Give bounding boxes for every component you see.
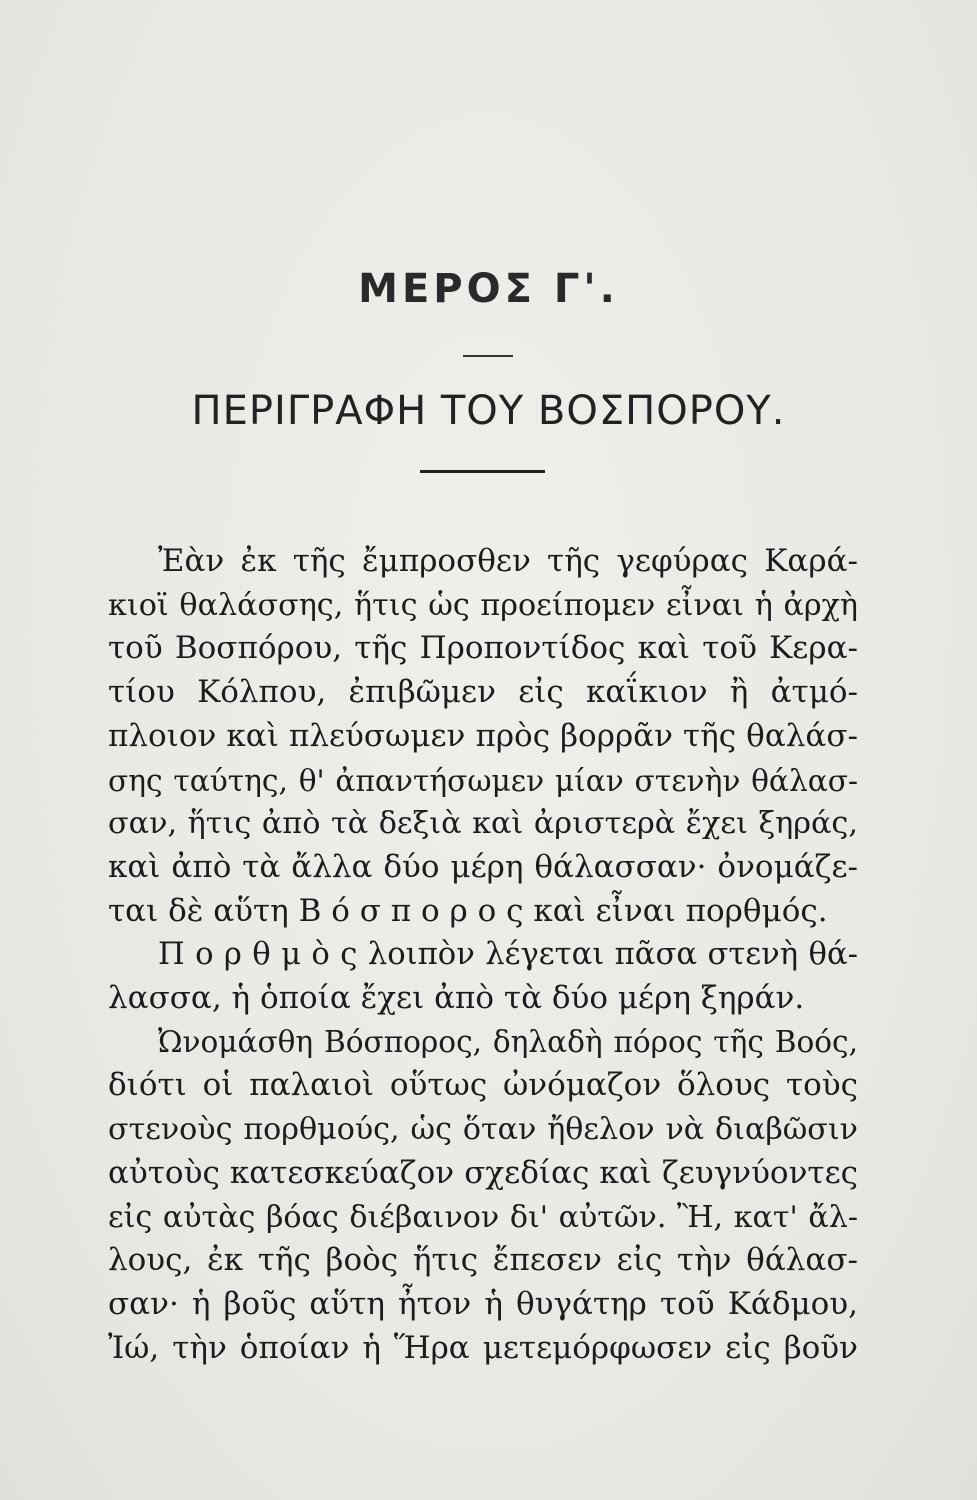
- text-line: τοῦ Βοσπόρου, τῆς Προποντίδος καὶ τοῦ Κερα-: [108, 630, 858, 667]
- text-line: λασσα, ἡ ὁποία ἔχει ἀπὸ τὰ δύο μέρη ξηράν.: [108, 980, 805, 1017]
- text-line: Ἐὰν ἐκ τῆς ἔμπροσθεν τῆς γεφύρας Καρά-: [158, 543, 858, 579]
- text-line: Ὠνομάσθη Βόσπορος, δηλαδὴ πόρος τῆς Βοός,: [158, 1024, 858, 1059]
- short-divider-rule: [463, 355, 513, 357]
- long-divider-rule: [420, 470, 545, 473]
- text-line: πλοιον καὶ πλεύσωμεν πρὸς βορρᾶν τῆς θαλάσ-: [108, 717, 858, 754]
- text-line: Π ο ρ θ μ ὸ ς λοιπὸν λέγεται πᾶσα στενὴ θά-: [158, 937, 858, 973]
- text-line: ται δὲ αὕτη Β ό σ π ο ρ ο ς καὶ εἶναι πορθμός.: [108, 892, 828, 929]
- body-text: [108, 540, 858, 1370]
- section-title: ΠΕΡΙΓΡΑΦΗ ΤΟΥ ΒΟΣΠΟΡΟΥ.: [191, 388, 786, 434]
- text-line: σαν· ἡ βοῦς αὕτη ἦτον ἡ θυγάτηρ τοῦ Κάδμου,: [108, 1285, 858, 1322]
- text-line: τίου Κόλπου, ἐπιβῶμεν εἰς καΐκιον ἢ ἀτμό-: [108, 674, 858, 711]
- text-line: στενοὺς πορθμούς, ὡς ὅταν ἤθελον νὰ διαβῶσιν: [108, 1112, 858, 1148]
- text-line: καὶ ἀπὸ τὰ ἄλλα δύο μέρη θάλασσαν· ὀνομάζε-: [108, 848, 858, 885]
- text-line: Ἰώ, τὴν ὁποίαν ἡ Ἥρα μετεμόρφωσεν εἰς βοῦν: [108, 1329, 858, 1366]
- text-line: σης ταύτης, θ' ἀπαντήσωμεν μίαν στενὴν θάλασ-: [108, 762, 858, 798]
- text-line: σαν, ἥτις ἀπὸ τὰ δεξιὰ καὶ ἀριστερὰ ἔχει ξηράς,: [108, 806, 858, 842]
- text-line: κιοϊ θαλάσσης, ἥτις ὡς προείπομεν εἶναι ἡ ἀρχὴ: [108, 587, 858, 623]
- text-line: λους, ἐκ τῆς βοὸς ἥτις ἔπεσεν εἰς τὴν θάλασ-: [108, 1242, 858, 1279]
- text-line: εἰς αὐτὰς βόας διέβαινον δι' αὐτῶν. Ἢ, κατ' ἄλ-: [108, 1199, 858, 1235]
- text-line: διότι οἱ παλαιοὶ οὕτως ὠνόμαζον ὅλους τοὺς: [108, 1067, 858, 1104]
- part-heading: ΜΕΡΟΣ Γ'.: [358, 266, 619, 312]
- text-line: αὐτοὺς κατεσκεύαζον σχεδίας καὶ ζευγνύοντες: [108, 1154, 858, 1191]
